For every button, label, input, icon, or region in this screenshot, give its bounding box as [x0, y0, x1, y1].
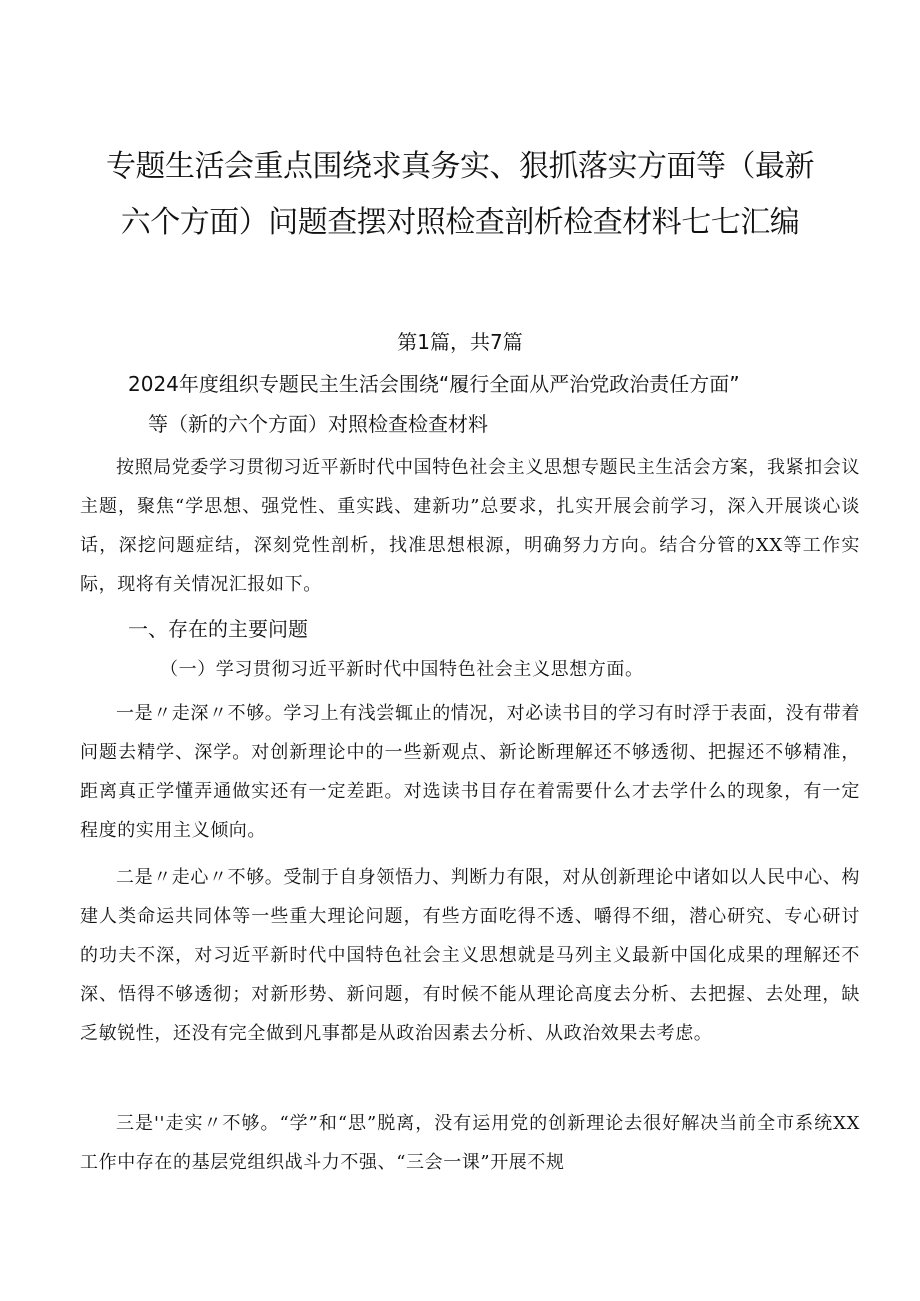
paragraph-3: 三是''走实〃不够。“学”和“思”脱离，没有运用党的创新理论去很好解决当前全市系统XX工作中存在的基层党组织战斗力不强、“三会一课”开展不规	[80, 1113, 860, 1173]
section-heading: 一、存在的主要问题	[128, 617, 308, 641]
part-label: 第1篇，共7篇	[397, 330, 523, 354]
subtitle-line-1: 2024年度组织专题民主生活会围绕“履行全面从严治党政治责任方面”	[128, 372, 740, 396]
intro-paragraph: 按照局党委学习贯彻习近平新时代中国特色社会主义思想专题民主生活会方案，我紧扣会议主题，聚焦“学思想、强党性、重实践、建新功”总要求，扎实开展会前学习，深入开展谈心谈话，深挖问题症结，深刻党性剖析，找准思想根源，明确努力方向。结合分管的XX等工作实际，现将有关情况汇报如下。	[80, 457, 860, 595]
paragraph-1: 一是〃走深〃不够。学习上有浅尝辄止的情况，对必读书目的学习有时浮于表面，没有带着问题去精学、深学。对创新理论中的一些新观点、新论断理解还不够透彻、把握还不够精准，距离真正学懂弄通做实还有一定差距。对选读书目存在着需要什么才去学什么的现象，有一定程度的实用主义倾向。	[80, 703, 860, 841]
document-title-line-2: 六个方面）问题查摆对照检查剖析检查材料七七汇编	[120, 205, 800, 240]
subsection-heading: （一）学习贯彻习近平新时代中国特色社会主义思想方面。	[160, 659, 644, 680]
subtitle-line-2: 等（新的六个方面）对照检查检查材料	[148, 412, 488, 436]
document-title-line-1: 专题生活会重点围绕求真务实、狠抓落实方面等（最新	[106, 149, 814, 184]
paragraph-2: 二是〃走心〃不够。受制于自身领悟力、判断力有限，对从创新理论中诸如以人民中心、构建人类命运共同体等一些重大理论问题，有些方面吃得不透、嚼得不细，潜心研究、专心研讨的功夫不深，对习近平新时代中国特色社会主义思想就是马列主义最新中国化成果的理解还不深、悟得不够透彻；对新形势、新问题，有时候不能从理论高度去分析、去把握、去处理，缺乏敏锐性，还没有完全做到凡事都是从政治因素去分析、从政治效果去考虑。	[80, 867, 860, 1044]
